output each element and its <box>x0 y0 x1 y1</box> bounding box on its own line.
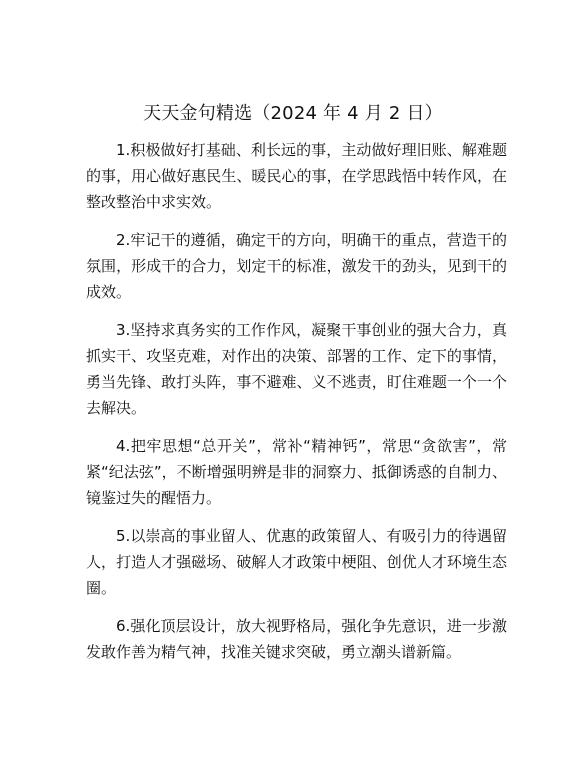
paragraph-1: 1.积极做好打基础、利长远的事，主动做好理旧账、解难题的事，用心做好惠民生、暖民心的事，在学思践悟中转作风，在整改整治中求实效。 <box>86 141 507 211</box>
paragraph-3: 3.坚持求真务实的工作作风，凝聚干事创业的强大合力，真抓实干、攻坚克难，对作出的决策、部署的工作、定下的事情，勇当先锋、敢打头阵，事不避难、义不逃责，盯住难题一个一个去解决。 <box>86 321 507 417</box>
document-title: 天天金句精选（2024 年 4 月 2 日） <box>143 103 443 124</box>
paragraph-4: 4.把牢思想“总开关”，常补“精神钙”，常思“贪欲害”，常紧“纪法弦”，不断增强明辨是非的洞察力、抵御诱惑的自制力、镜鉴过失的醒悟力。 <box>86 437 507 507</box>
document-body <box>86 137 507 677</box>
paragraph-5: 5.以崇高的事业留人、优惠的政策留人、有吸引力的待遇留人，打造人才强磁场、破解人才政策中梗阻、创优人才环境生态圈。 <box>86 527 507 597</box>
paragraph-2: 2.牢记干的遵循，确定干的方向，明确干的重点，营造干的氛围，形成干的合力，划定干的标准，激发干的劲头，见到干的成效。 <box>86 231 507 301</box>
paragraph-6: 6.强化顶层设计，放大视野格局，强化争先意识，进一步激发敢作善为精气神，找准关键求突破，勇立潮头谱新篇。 <box>86 617 507 661</box>
